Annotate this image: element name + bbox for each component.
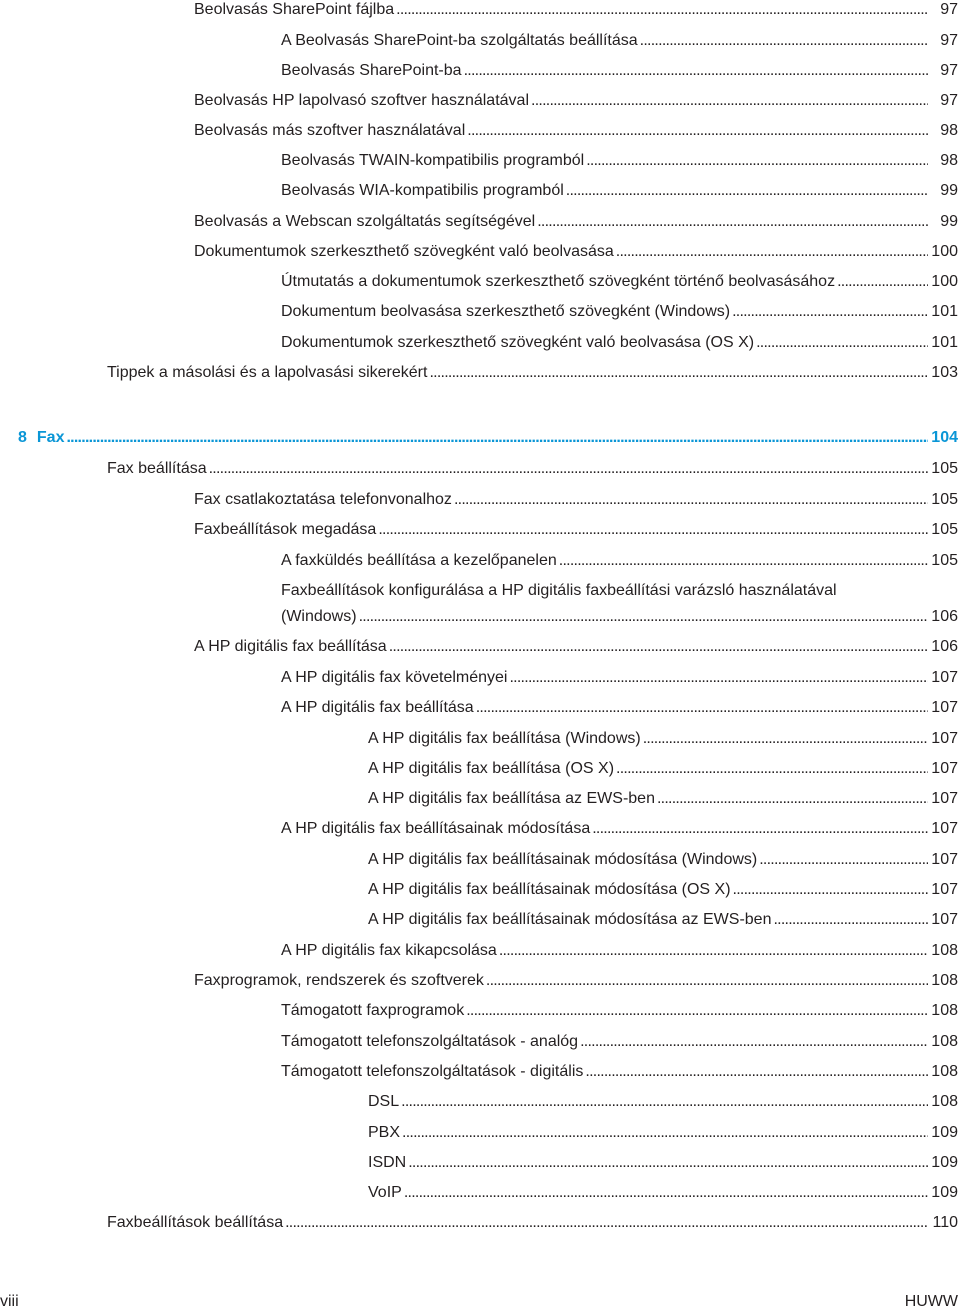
toc-entry[interactable]: Tippek a másolási és a lapolvasási sikerekért . . . 103: [107, 360, 958, 386]
toc-entry-line2[interactable]: (Windows) . . . 106: [281, 604, 958, 630]
toc-entry[interactable]: A HP digitális fax beállítása az EWS-ben . . . 107: [368, 786, 958, 812]
toc-entry[interactable]: A HP digitális fax beállításainak módosítása (OS X) . . . 107: [368, 877, 958, 903]
toc-entry[interactable]: Faxbeállítások beállítása . . . 110: [107, 1210, 958, 1236]
toc-entry[interactable]: Dokumentumok szerkeszthető szövegként való beolvasása (OS X) . . . 101: [281, 330, 958, 356]
toc-entry[interactable]: Beolvasás TWAIN-kompatibilis programból . . . 98: [281, 148, 958, 174]
toc-entry[interactable]: A HP digitális fax beállításainak módosítása (Windows) . . . 107: [368, 847, 958, 873]
toc-entry[interactable]: A HP digitális fax beállítása . . . 107: [281, 695, 958, 721]
toc-entry[interactable]: Beolvasás SharePoint fájlba . . . 97: [194, 0, 958, 23]
toc-entry[interactable]: Faxprogramok, rendszerek és szoftverek . . . 108: [194, 968, 958, 994]
toc-entry-line1[interactable]: Faxbeállítások konfigurálása a HP digitális faxbeállítási varázsló használatával: [281, 582, 837, 599]
footer-doc-id: HUWW: [904, 1293, 958, 1310]
toc-entry[interactable]: A faxküldés beállítása a kezelőpanelen . . . 105: [281, 548, 958, 574]
toc-entry[interactable]: VoIP . . . 109: [368, 1180, 958, 1206]
toc-entry[interactable]: Beolvasás SharePoint-ba . . . 97: [281, 58, 958, 84]
toc-entry[interactable]: Dokumentumok szerkeszthető szövegként való beolvasása . . . 100: [194, 239, 958, 265]
toc-entry[interactable]: Fax csatlakoztatása telefonvonalhoz . . . 105: [194, 487, 958, 513]
toc-entry[interactable]: PBX . . . 109: [368, 1120, 958, 1146]
toc-entry[interactable]: A HP digitális fax követelményei . . . 107: [281, 665, 958, 691]
toc-entry[interactable]: Faxbeállítások megadása . . . 105: [194, 517, 958, 543]
toc-entry[interactable]: A HP digitális fax beállításainak módosítása . . . 107: [281, 816, 958, 842]
toc-entry[interactable]: Támogatott faxprogramok . . . 108: [281, 998, 958, 1024]
toc-entry[interactable]: Támogatott telefonszolgáltatások - digitális . . . 108: [281, 1059, 958, 1085]
toc-entry[interactable]: A HP digitális fax beállítása (Windows) . . . 107: [368, 726, 958, 752]
toc-entry[interactable]: A HP digitális fax beállításainak módosítása az EWS-ben . . . 107: [368, 907, 958, 933]
toc-entry[interactable]: ISDN . . . 109: [368, 1150, 958, 1176]
footer-page-label: viii: [0, 1293, 19, 1310]
toc-entry[interactable]: Dokumentum beolvasása szerkeszthető szövegként (Windows) . . . 101: [281, 299, 958, 325]
toc-entry[interactable]: Beolvasás HP lapolvasó szoftver használatával . . . 97: [194, 88, 958, 114]
toc-entry[interactable]: A HP digitális fax kikapcsolása . . . 108: [281, 938, 958, 964]
toc-entry[interactable]: Beolvasás más szoftver használatával . . . 98: [194, 118, 958, 144]
toc-entry[interactable]: Fax beállítása . . . 105: [107, 456, 958, 482]
toc-entry[interactable]: Beolvasás a Webscan szolgáltatás segítségével . . . 99: [194, 209, 958, 235]
toc-entry[interactable]: A Beolvasás SharePoint-ba szolgáltatás beállítása . . . 97: [281, 28, 958, 54]
toc-entry[interactable]: Beolvasás WIA-kompatibilis programból . . . 99: [281, 178, 958, 204]
toc-entry[interactable]: A HP digitális fax beállítása (OS X) . . . 107: [368, 756, 958, 782]
toc-entry[interactable]: A HP digitális fax beállítása . . . 106: [194, 634, 958, 660]
toc-entry[interactable]: Útmutatás a dokumentumok szerkeszthető szövegként történő beolvasásához . . . 100: [281, 269, 958, 295]
chapter-heading[interactable]: 8 Fax . . . 104: [18, 425, 958, 451]
toc-entry[interactable]: Támogatott telefonszolgáltatások - analóg . . . 108: [281, 1029, 958, 1055]
toc-entry[interactable]: DSL . . . 108: [368, 1089, 958, 1115]
